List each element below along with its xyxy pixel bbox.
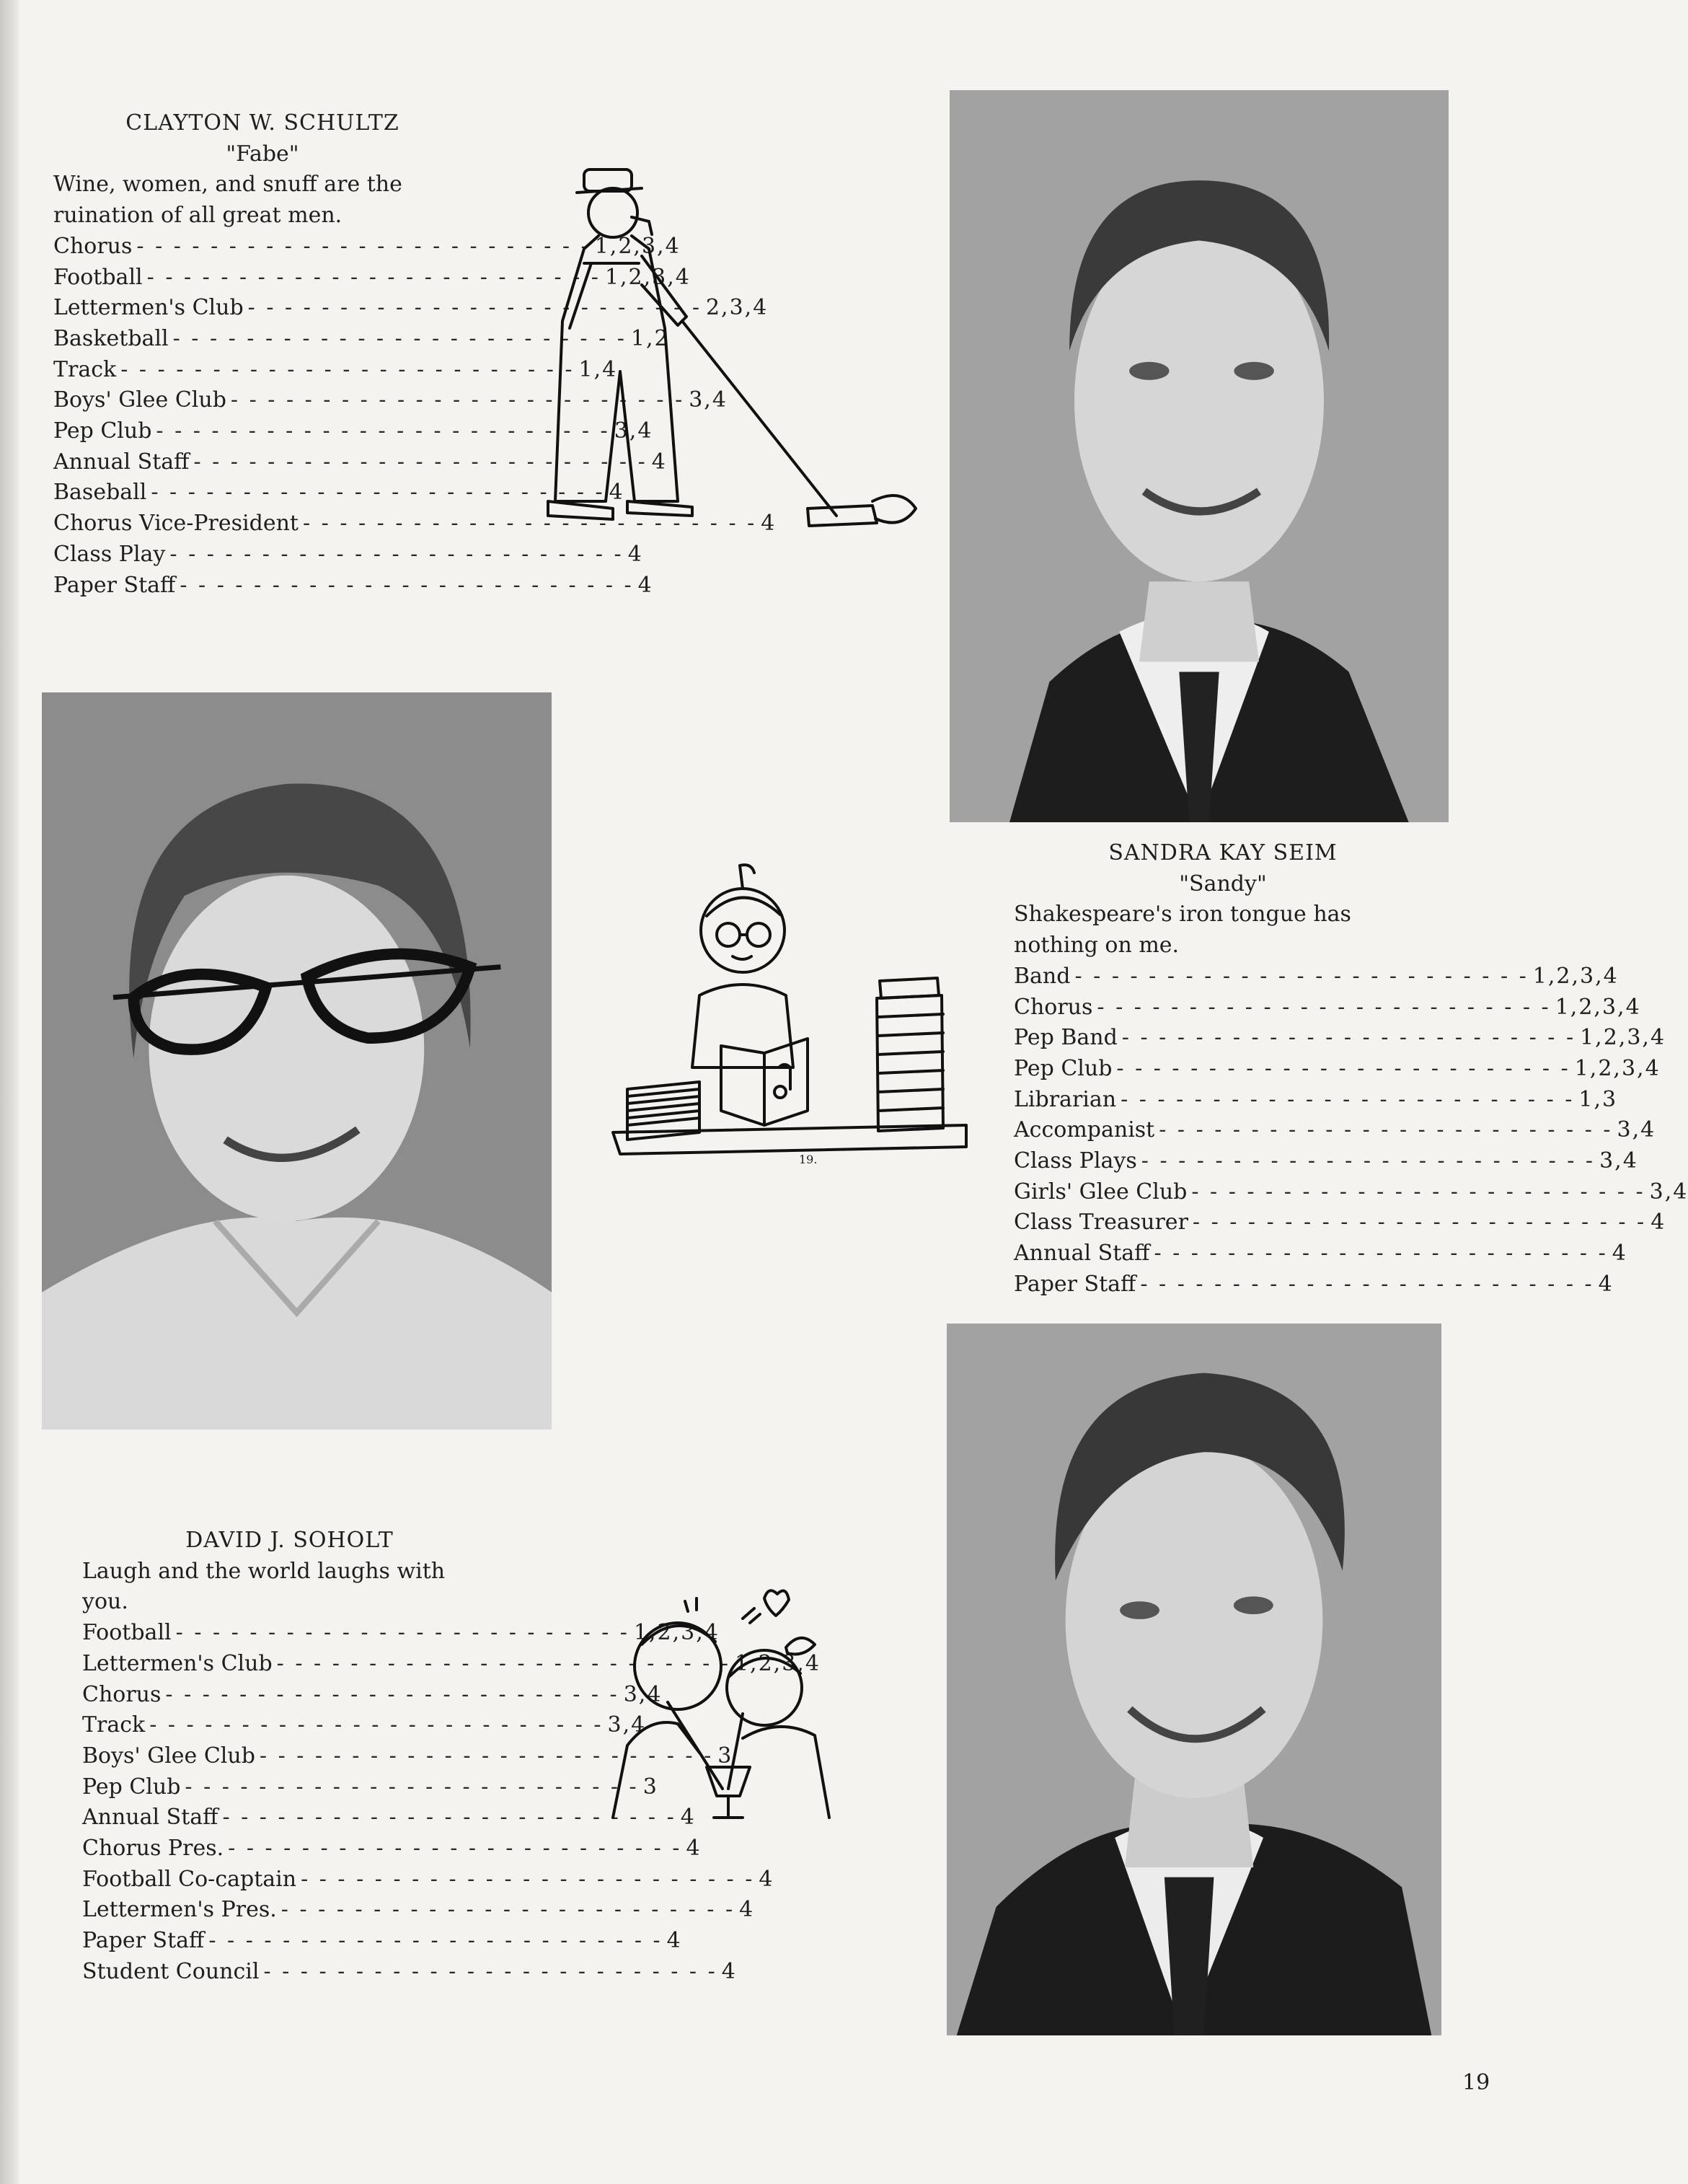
- activity-name: Boys' Glee Club: [82, 1743, 255, 1769]
- activity-years: 3,4: [614, 418, 653, 444]
- dot-leader: - - - - - - - - - - - - - - - - - - - - - - - - -: [1141, 1148, 1596, 1174]
- activity-years: 4: [680, 1805, 696, 1831]
- activity-name: Football: [82, 1620, 172, 1646]
- activity-name: Annual Staff: [1014, 1241, 1150, 1267]
- activity-list: [1014, 961, 1688, 1300]
- dot-leader: - - - - - - - - - - - - - - - - - - - - - - - - -: [230, 387, 685, 413]
- student-nickname: "Sandy": [1179, 871, 1267, 897]
- dot-leader: - - - - - - - - - - - - - - - - - - - - - - - - -: [228, 1836, 682, 1862]
- dot-leader: - - - - - - - - - - - - - - - - - - - - - - - - -: [136, 233, 591, 259]
- activity-name: Accompanist: [1014, 1117, 1155, 1143]
- dot-leader: - - - - - - - - - - - - - - - - - - - - - - - - -: [1154, 1241, 1608, 1267]
- activity-row: [1014, 1238, 1627, 1269]
- dot-leader: - - - - - - - - - - - - - - - - - - - - - - - - -: [1097, 994, 1551, 1020]
- dot-leader: - - - - - - - - - - - - - - - - - - - - - - - - -: [1121, 1086, 1575, 1112]
- student-name: CLAYTON W. SCHULTZ: [125, 110, 399, 136]
- activity-name: Pep Club: [53, 418, 152, 444]
- activity-years: 3,4: [607, 1712, 647, 1738]
- activity-years: 1,2,3,4: [604, 264, 691, 290]
- activity-years: 1,2,3,4: [633, 1620, 720, 1646]
- activity-row: [82, 1649, 821, 1680]
- dot-leader: - - - - - - - - - - - - - - - - - - - - - - - - -: [120, 356, 575, 382]
- student-portrait-seim: [42, 692, 552, 1430]
- activity-list: [82, 1618, 821, 1987]
- activity-row: [53, 447, 667, 478]
- activity-row: [1014, 1023, 1666, 1054]
- activity-years: 3: [717, 1743, 733, 1769]
- activity-name: Chorus Vice-President: [53, 511, 299, 537]
- activity-row: [1014, 1085, 1618, 1116]
- activity-years: 3,4: [689, 387, 728, 413]
- activity-years: 1,4: [578, 356, 618, 382]
- activity-row: [53, 293, 769, 324]
- activity-years: 4: [666, 1928, 682, 1954]
- student-portrait-schultz: [950, 90, 1449, 822]
- activity-name: Class Plays: [1014, 1148, 1137, 1174]
- activity-name: Annual Staff: [53, 449, 190, 475]
- activity-name: Class Play: [53, 541, 166, 567]
- activity-years: 3,4: [1599, 1148, 1638, 1174]
- activity-row: [1014, 1177, 1688, 1208]
- dot-leader: - - - - - - - - - - - - - - - - - - - - - - - - -: [259, 1743, 714, 1769]
- student-name: SANDRA KAY SEIM: [1108, 840, 1338, 866]
- activity-name: Class Treasurer: [1014, 1210, 1188, 1236]
- activity-name: Basketball: [53, 325, 169, 351]
- activity-years: 1,2,3,4: [1532, 963, 1619, 989]
- student-motto-line: nothing on me.: [1014, 933, 1180, 959]
- dot-leader: - - - - - - - - - - - - - - - - - - - - - - - - -: [1121, 1025, 1576, 1051]
- activity-name: Paper Staff: [82, 1928, 205, 1954]
- activity-row: [82, 1802, 696, 1833]
- activity-row: [82, 1710, 647, 1741]
- student-motto-line: Laugh and the world laughs with: [82, 1558, 446, 1584]
- activity-years: 3,4: [1649, 1179, 1688, 1205]
- activity-years: 2,3,4: [705, 295, 769, 321]
- activity-row: [1014, 961, 1619, 992]
- activity-name: Chorus: [53, 233, 133, 259]
- dot-leader: - - - - - - - - - - - - - - - - - - - - - - - - -: [247, 295, 702, 321]
- activity-name: Lettermen's Club: [53, 295, 244, 321]
- activity-name: Lettermen's Pres.: [82, 1897, 277, 1923]
- activity-years: 4: [759, 1866, 774, 1892]
- activity-name: Band: [1014, 963, 1071, 989]
- dot-leader: - - - - - - - - - - - - - - - - - - - - - - - - -: [146, 264, 601, 290]
- activity-row: [82, 1864, 774, 1895]
- dot-leader: - - - - - - - - - - - - - - - - - - - - - - - - -: [1192, 1210, 1647, 1236]
- activity-row: [1014, 992, 1641, 1023]
- activity-row: [82, 1833, 702, 1864]
- activity-years: 1,2,3,4: [1574, 1055, 1661, 1081]
- activity-years: 1,2,3,4: [734, 1650, 821, 1676]
- activity-name: Pep Club: [82, 1774, 181, 1800]
- dot-leader: - - - - - - - - - - - - - - - - - - - - - - - - -: [1140, 1271, 1594, 1297]
- activity-years: 3: [642, 1774, 658, 1800]
- activity-years: 4: [739, 1897, 755, 1923]
- activity-years: 1,2,3,4: [594, 233, 681, 259]
- activity-name: Pep Band: [1014, 1025, 1118, 1051]
- cartoon-couple-sharing-soda: [598, 1572, 851, 1832]
- dot-leader: - - - - - - - - - - - - - - - - - - - - - - - - -: [169, 541, 624, 567]
- activity-years: 4: [1651, 1210, 1666, 1236]
- dot-leader: - - - - - - - - - - - - - - - - - - - - - - - - -: [185, 1774, 639, 1800]
- student-motto-line: you.: [82, 1589, 128, 1615]
- student-motto-line: Shakespeare's iron tongue has: [1014, 902, 1351, 928]
- activity-name: Boys' Glee Club: [53, 387, 226, 413]
- activity-years: 4: [761, 511, 777, 537]
- page-gutter-shadow: [0, 0, 19, 2184]
- activity-list: [53, 232, 777, 601]
- activity-row: [53, 477, 624, 508]
- dot-leader: - - - - - - - - - - - - - - - - - - - - - - - - -: [149, 1712, 604, 1738]
- dot-leader: - - - - - - - - - - - - - - - - - - - - - - - - -: [222, 1805, 676, 1831]
- student-nickname: "Fabe": [226, 141, 299, 167]
- activity-row: [82, 1772, 658, 1803]
- student-motto-line: ruination of all great men.: [53, 203, 343, 229]
- activity-name: Chorus Pres.: [82, 1836, 224, 1862]
- dot-leader: - - - - - - - - - - - - - - - - - - - - - - - - -: [165, 1681, 619, 1707]
- activity-years: 4: [651, 449, 667, 475]
- activity-name: Track: [82, 1712, 146, 1738]
- activity-name: Librarian: [1014, 1086, 1117, 1112]
- activity-row: [53, 324, 670, 355]
- activity-years: 3,4: [1617, 1117, 1656, 1143]
- activity-years: 1,3: [1578, 1086, 1618, 1112]
- activity-row: [1014, 1207, 1666, 1238]
- activity-row: [1014, 1146, 1638, 1177]
- activity-years: 4: [1598, 1271, 1614, 1297]
- dot-leader: - - - - - - - - - - - - - - - - - - - - - - - - -: [302, 511, 757, 537]
- activity-row: [53, 571, 653, 602]
- activity-row: [53, 385, 728, 416]
- activity-years: 4: [1612, 1241, 1627, 1267]
- activity-name: Chorus: [82, 1681, 162, 1707]
- activity-row: [53, 263, 691, 294]
- activity-years: 4: [627, 541, 643, 567]
- activity-row: [82, 1957, 737, 1988]
- dot-leader: - - - - - - - - - - - - - - - - - - - - - - - - -: [280, 1897, 735, 1923]
- dot-leader: - - - - - - - - - - - - - - - - - - - - - - - - -: [1191, 1179, 1645, 1205]
- cartoon-girl-reading-books: [591, 851, 984, 1194]
- activity-name: Student Council: [82, 1958, 260, 1984]
- activity-row: [53, 508, 777, 540]
- dot-leader: - - - - - - - - - - - - - - - - - - - - - - - - -: [208, 1928, 663, 1954]
- dot-leader: - - - - - - - - - - - - - - - - - - - - - - - - -: [151, 480, 605, 506]
- activity-row: [53, 416, 653, 447]
- activity-row: [1014, 1115, 1656, 1146]
- activity-row: [53, 355, 618, 386]
- activity-name: Paper Staff: [1014, 1271, 1136, 1297]
- activity-name: Lettermen's Club: [82, 1650, 273, 1676]
- dot-leader: - - - - - - - - - - - - - - - - - - - - - - - - -: [180, 572, 634, 598]
- dot-leader: - - - - - - - - - - - - - - - - - - - - - - - - -: [1159, 1117, 1613, 1143]
- activity-years: 4: [637, 572, 653, 598]
- dot-leader: - - - - - - - - - - - - - - - - - - - - - - - - -: [175, 1620, 629, 1646]
- activity-row: [82, 1680, 663, 1711]
- student-block-seim: [1014, 838, 1688, 1300]
- activity-name: Girls' Glee Club: [1014, 1179, 1188, 1205]
- activity-row: [53, 540, 643, 571]
- activity-row: [82, 1926, 682, 1957]
- activity-row: [82, 1895, 755, 1926]
- activity-years: 4: [609, 480, 624, 506]
- student-block-soholt: [82, 1525, 821, 1988]
- dot-leader: - - - - - - - - - - - - - - - - - - - - - - - - -: [156, 418, 610, 444]
- student-block-schultz: [53, 108, 777, 601]
- activity-name: Football Co-captain: [82, 1866, 297, 1892]
- activity-row: [82, 1618, 720, 1649]
- activity-years: 4: [721, 1958, 737, 1984]
- activity-row: [53, 232, 681, 263]
- dot-leader: - - - - - - - - - - - - - - - - - - - - - - - - -: [263, 1958, 717, 1984]
- activity-name: Pep Club: [1014, 1055, 1113, 1081]
- cartoon-janitor-mop: [498, 155, 930, 559]
- activity-years: 1,2: [630, 325, 670, 351]
- activity-years: 1,2,3,4: [1580, 1025, 1666, 1051]
- activity-years: 3,4: [623, 1681, 663, 1707]
- student-name: DAVID J. SOHOLT: [185, 1528, 394, 1553]
- dot-leader: - - - - - - - - - - - - - - - - - - - - - - - - -: [301, 1866, 755, 1892]
- dot-leader: - - - - - - - - - - - - - - - - - - - - - - - - -: [193, 449, 648, 475]
- activity-name: Annual Staff: [82, 1805, 218, 1831]
- student-motto-line: Wine, women, and snuff are the: [53, 172, 402, 198]
- activity-name: Chorus: [1014, 994, 1093, 1020]
- page-number: 19: [1462, 2070, 1490, 2095]
- activity-name: Paper Staff: [53, 572, 176, 598]
- dot-leader: - - - - - - - - - - - - - - - - - - - - - - - - -: [172, 325, 627, 351]
- activity-row: [1014, 1269, 1614, 1300]
- student-portrait-soholt: [947, 1324, 1441, 2035]
- activity-years: 4: [686, 1836, 702, 1862]
- activity-name: Track: [53, 356, 117, 382]
- activity-name: Football: [53, 264, 143, 290]
- activity-name: Baseball: [53, 480, 147, 506]
- activity-years: 1,2,3,4: [1555, 994, 1641, 1020]
- dot-leader: - - - - - - - - - - - - - - - - - - - - - - - - -: [1074, 963, 1529, 989]
- activity-row: [1014, 1054, 1661, 1085]
- dot-leader: - - - - - - - - - - - - - - - - - - - - - - - - -: [1116, 1055, 1570, 1081]
- dot-leader: - - - - - - - - - - - - - - - - - - - - - - - - -: [276, 1650, 730, 1676]
- activity-row: [82, 1741, 733, 1772]
- cartoon-inscription: 19.: [799, 1153, 818, 1166]
